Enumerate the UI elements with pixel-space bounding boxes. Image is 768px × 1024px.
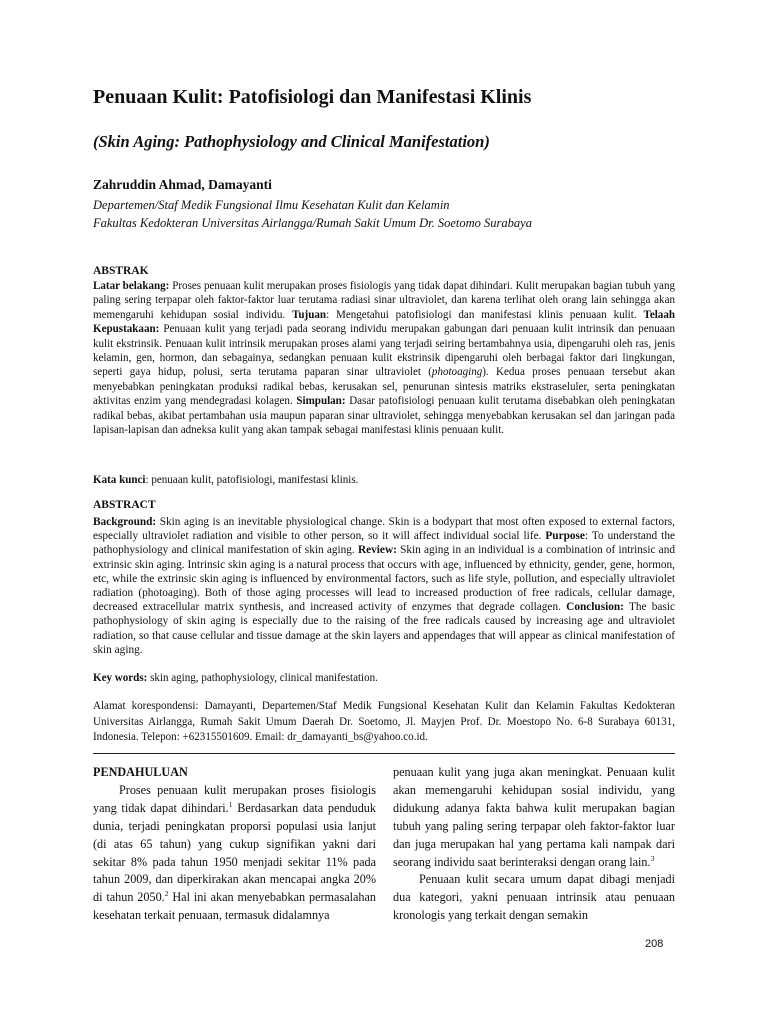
abstract-review-text: Skin aging in an individual is a combination of intrinsic and extrinsic skin aging. Intrinsic skin aging is a natural process that occurs with age, influenced by ethnicity, gender, gene, hormon, etc, while the extrinsic skin aging is influenced by environmental factors, such as life style, pollution, and especially ultraviolet radiation (photoaging). Both of those aging processes will lead to increased production of free radicals, cellular damage, decreased extracellular matrix synthesis, and increased activity of enzymes that degrade collagen. xyxy=(93,544,675,614)
paper-subtitle: (Skin Aging: Pathophysiology and Clinical Manifestation) xyxy=(93,132,490,151)
intro-text: penuaan kulit yang juga akan meningkat. Penuaan kulit akan memengaruhi kehidupan sosial individu, yang didukung adanya fakta bahwa kulit merupakan bagian tubuh yang paling sering terpapar oleh faktor-faktor luar dan juga merupakan hal yang pertama kali nampak dari seorang individu saat berinteraksi dengan orang lain. xyxy=(393,765,675,869)
intro-text: Hal ini akan menyebabkan permasalahan kesehatan terkait penuaan, termasuk didalamnya xyxy=(93,890,376,923)
abstract-purpose-text: : To understand the pathophysiology and clinical manifestation of skin aging. xyxy=(93,530,675,557)
abstrak-telaah-label: Telaah Kepustakaan: xyxy=(93,308,675,336)
abstrak-telaah-text-cont: ). Kedua proses penuaan tersebut akan menyebabkan peningkatan produksi radikal bebas, kerusakan sel, penurunan sintesis matriks ekstraseluler, serta peningkatan aktivitas enzim yang mendegradasi kolagen. xyxy=(93,366,675,408)
kata-kunci-label: Kata kunci xyxy=(93,474,146,486)
column-right xyxy=(393,764,675,925)
author-list: Zahruddin Ahmad, Damayanti xyxy=(93,177,272,192)
key-words xyxy=(93,671,675,685)
intro-text: Berdasarkan data penduduk dunia, terjadi peningkatan proporsi populasi usia lanjut (di atas 65 tahun) yang cukup signifikan yakni dari sekitar 8% pada tahun 1950 menjadi sekitar 11% pada tahun 2009, dan diperkirakan akan mencapai angka 20% di tahun 2050. xyxy=(93,800,376,905)
abstract-body xyxy=(93,515,675,657)
key-words-label: Key words: xyxy=(93,672,148,684)
abstrak-heading: ABSTRAK xyxy=(93,265,149,277)
affiliation-department: Departemen/Staf Medik Fungsional Ilmu Kesehatan Kulit dan Kelamin xyxy=(93,198,450,212)
abstract-review-label: Review: xyxy=(357,544,397,557)
abstract-purpose-label: Purpose xyxy=(545,530,585,543)
citation-ref: 3 xyxy=(650,853,655,863)
abstrak-photoaging-term: photoaging xyxy=(431,366,483,379)
abstrak-simpulan-label: Simpulan: xyxy=(296,395,346,408)
abstrak-simpulan-text: Dasar patofisiologi penuaan kulit terutama disebabkan oleh peningkatan radikal bebas, akibat pertambahan usia maupun paparan sinar ultraviolet, sehingga menyebabkan kerusakan sel dan jaringan pada lapisan-lapisan dan adneksa kulit yang akan tampak sebagai manifestasi klinis penuaan kulit. xyxy=(93,395,675,437)
intro-paragraph-2: Penuaan kulit secara umum dapat dibagi menjadi dua kategori, yakni penuaan intrinsik atau penuaan kronologis yang terkait dengan semakin xyxy=(393,872,675,923)
abstract-conclusion-text: The basic pathophysiology of skin aging is especially due to the raising of the free radicals caused by increasing age and ultraviolet radiation, so that cause cellular and tissue damage at the skin layers and appendages that will appear as clinical manifestation of skin aging. xyxy=(93,601,675,656)
abstract-background-label: Background: xyxy=(93,516,157,528)
correspondence-address: Alamat korespondensi: Damayanti, Departemen/Staf Medik Fungsional Kesehatan Kulit dan Kelamin Fakultas Kedokteran Universitas Airlangga, Rumah Sakit Umum Daerah Dr. Soetomo, Jl. Mayjen Prof. Dr. Moestopo No. 6-8 Surabaya 60131, Indonesia. Telepon: +62315501609. Email: dr_damayanti_bs@yahoo.co.id. xyxy=(93,700,675,743)
abstrak-tujuan-label: Tujuan xyxy=(292,308,327,321)
intro-text: Proses penuaan kulit merupakan proses fisiologis yang tidak dapat dihindari. xyxy=(93,782,376,815)
kata-kunci xyxy=(93,473,675,487)
column-left xyxy=(93,764,376,925)
page-number: 208 xyxy=(645,938,664,950)
section-divider xyxy=(93,753,675,754)
abstrak-background-label: Latar belakang: xyxy=(93,280,170,292)
intro-paragraph-1-cont xyxy=(393,764,675,871)
section-heading-pendahuluan: PENDAHULUAN xyxy=(93,765,188,779)
abstrak-body xyxy=(93,279,675,437)
abstrak-background-text: Proses penuaan kulit merupakan proses fisiologis yang tidak dapat dihindari. Kulit merupakan bagian tubuh yang paling sering terpapar oleh faktor-faktor luar terutama radiasi sinar ultraviolet, dan karena terlihat oleh orang lain sehingga akan memengaruhi kehidupan sosial individu. xyxy=(93,280,675,321)
key-words-text: skin aging, pathophysiology, clinical manifestation. xyxy=(147,672,378,684)
citation-ref: 1 xyxy=(228,799,233,809)
paper-title: Penuaan Kulit: Patofisiologi dan Manifestasi Klinis xyxy=(93,86,532,108)
abstract-conclusion-label: Conclusion: xyxy=(566,601,624,614)
affiliation-institution: Fakultas Kedokteran Universitas Airlangga/Rumah Sakit Umum Dr. Soetomo Surabaya xyxy=(93,216,532,230)
abstract-background-text: Skin aging is an inevitable physiological change. Skin is a bodypart that most often exposed to external factors, especially ultraviolet radiation and visible to other person, so it will affect individual social life. xyxy=(93,516,675,543)
abstract-heading: ABSTRACT xyxy=(93,499,156,511)
kata-kunci-text: : penuaan kulit, patofisiologi, manifestasi klinis. xyxy=(145,474,359,486)
intro-paragraph-1 xyxy=(93,782,376,925)
abstrak-telaah-text: Penuaan kulit yang terjadi pada seorang individu merupakan gabungan dari penuaan kulit intrinsik dan penuaan kulit ekstrinsik. Penuaan kulit intrinsik merupakan proses alami yang terjadi seiring bertambahnya usia, dipengaruhi oleh ras, jenis kelamin, gen, hormon, dan sebagainya, sedangkan penuaan kulit ekstrinsik dipengaruhi oleh berbagai faktor dari lingkungan, seperti gaya hidup, polusi, serta terutama paparan sinar ultraviolet ( xyxy=(93,323,675,379)
citation-ref: 2 xyxy=(164,889,169,899)
abstrak-tujuan-text: : Mengetahui patofisiologi dan manifestasi klinis penuaan kulit. xyxy=(326,308,644,321)
